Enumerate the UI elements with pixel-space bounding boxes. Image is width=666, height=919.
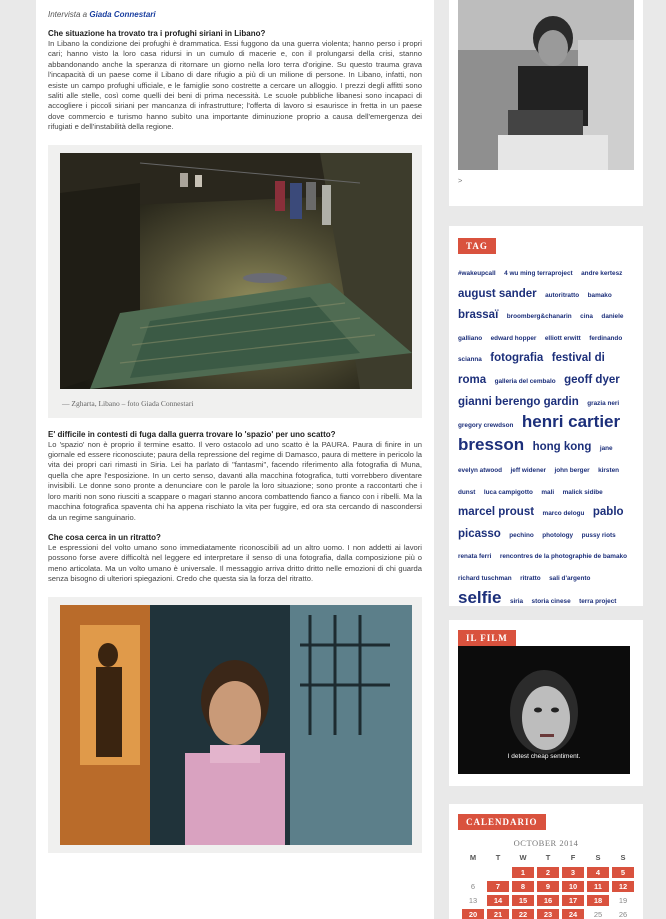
tag-link[interactable]: pussy riots — [581, 531, 616, 539]
calendar-day[interactable]: 22 — [512, 909, 534, 919]
calendar-empty-cell — [462, 867, 484, 878]
calendar-day[interactable]: 4 — [587, 867, 609, 878]
question-1: Che situazione ha trovato tra i profughi siriani in Libano? — [48, 29, 266, 38]
calendar-day[interactable]: 17 — [562, 895, 584, 906]
tag-link[interactable]: john berger — [554, 467, 590, 475]
tag-link[interactable]: henri cartier bresson — [458, 412, 621, 455]
calendar-day: 13 — [468, 896, 478, 905]
figure-2 — [48, 597, 422, 853]
tag-link[interactable]: rencontres de la photographie de bamako — [499, 553, 627, 561]
answer-2: Lo 'spazio' non è proprio il termine esatto. Il vero ostacolo ad uno scatto è la PAURA. Paura di finire in un giornale ed essere riconosciute; paura della repressione del regime di Damasco, paura di mettere in pericolo la vita dei propri cari rimasti in Siria. Lei ha parlato di "fantasmi", facendo riferimento alla fotografia di Muna, quella che apre l'esposizione. In un certo senso, davanti alla macchina fotografica, tutti vorrebbero diventare invisibili. Le donne sono pronte a denunciare con le parole la loro situazione; sono pronte a raccontarti che i loro mariti non sono riusciti a scappare o magari stanno ancora combattendo fianco a fianco con i ribelli. Ma la macchina fotografica spaventa chi ha appena rischiato la vita per fuggire, ed ora sta cercando di nascondersi da un regime sanguinario. — [48, 439, 422, 522]
photo-caption-1: — Zgharta, Libano – foto Giada Connestari — [62, 398, 194, 408]
tag-cloud-widget — [449, 226, 643, 606]
figure-1 — [48, 145, 422, 418]
interview-credit-prefix: Intervista a — [48, 10, 90, 19]
author-link[interactable]: Giada Connestari — [89, 10, 156, 19]
calendar-weekday-header: F — [570, 853, 576, 862]
calendar-weekday-header: S — [595, 853, 601, 862]
calendar-day[interactable]: 14 — [487, 895, 509, 906]
calendar-weekday-header: S — [620, 853, 626, 862]
article-column — [36, 0, 434, 919]
tag-link[interactable]: andre kertesz — [581, 270, 623, 277]
calendar-day[interactable]: 7 — [487, 881, 509, 892]
question-2: E' difficile in contesti di fuga dalla guerra trovare lo 'spazio' per uno scatto? — [48, 429, 336, 439]
calendar-grid — [449, 848, 643, 919]
film-subtitle: I detest cheap sentiment. — [507, 753, 581, 760]
calendar-day[interactable]: 15 — [512, 895, 534, 906]
calendar-month: OCTOBER 2014 — [513, 838, 579, 848]
calendar-day[interactable]: 3 — [562, 867, 584, 878]
tag-link[interactable]: grazia neri — [587, 399, 620, 407]
calendar-day[interactable]: 9 — [537, 881, 559, 892]
tag-cloud — [449, 254, 643, 631]
calendar-day[interactable]: 18 — [587, 895, 609, 906]
tag-link[interactable]: autoritratto — [545, 291, 580, 299]
calendar-weekday-header: T — [545, 853, 551, 862]
tag-link[interactable]: edward hopper — [490, 334, 537, 342]
tag-link[interactable]: mali — [541, 488, 555, 496]
calendar-day: 19 — [618, 896, 628, 905]
calendar-day: 26 — [618, 910, 628, 919]
tag-link[interactable]: ferdinando scianna — [458, 334, 623, 364]
question-3: Che cosa cerca in un ritratto? — [48, 532, 161, 542]
calendar-day: 6 — [470, 882, 476, 891]
calendar-day[interactable]: 10 — [562, 881, 584, 892]
calendar-day[interactable]: 16 — [537, 895, 559, 906]
tag-link[interactable]: broomberg&chanarin — [506, 313, 572, 321]
tag-link[interactable]: festival di roma — [458, 352, 605, 386]
tag-link[interactable]: sali d'argento — [549, 575, 591, 582]
writer-typewriter-photo[interactable] — [458, 0, 634, 170]
tag-link[interactable]: elliott erwitt — [544, 334, 581, 342]
tag-link[interactable]: cina — [580, 313, 593, 321]
tag-link[interactable]: marco delogu — [542, 510, 585, 518]
tag-link[interactable]: photology — [542, 531, 574, 539]
calendar-day[interactable]: 2 — [537, 867, 559, 878]
calendar-day[interactable]: 8 — [512, 881, 534, 892]
tag-link[interactable]: pablo picasso — [458, 506, 624, 540]
tag-link[interactable]: jeff widener — [510, 467, 547, 475]
refugee-room-photo[interactable] — [60, 153, 412, 389]
tag-link[interactable]: bamako — [587, 291, 612, 299]
interview-credit — [48, 10, 422, 19]
answer-3: Le espressioni del volto umano sono immediatamente riconoscibili ad un altro uomo. I non addetti ai lavori possono forse avere difficoltà nel leggere ed interpretare il senso di una fotografia, dalla composizione più o meno articolata. Ma un volto umano è universale. Il messaggio arriva dritto dritto nelle emozioni di chi guarda senza bisogno di ulteriori spiegazioni. Credo che questa sia la forza del ritratto. — [48, 542, 422, 584]
calendar-day[interactable]: 1 — [512, 867, 534, 878]
tag-link[interactable]: marcel proust — [458, 506, 535, 519]
tag-link[interactable]: gregory crewdson — [458, 422, 514, 430]
tag-link[interactable]: brassaï — [458, 309, 499, 322]
calendar-weekday-header: W — [519, 853, 527, 862]
film-widget — [449, 620, 643, 786]
calendar-day[interactable]: 11 — [587, 881, 609, 892]
calendar-weekday-header: M — [469, 853, 477, 862]
more-arrow[interactable]: > — [458, 176, 463, 185]
calendar-day: 25 — [593, 910, 603, 919]
tag-link[interactable]: pechino — [509, 531, 534, 539]
tag-link[interactable]: galleria del cembalo — [494, 377, 556, 385]
film-widget-title: IL FILM — [458, 630, 516, 646]
calendar-widget-title: CALENDARIO — [458, 814, 546, 830]
tag-link[interactable]: terra project — [579, 597, 617, 605]
girl-portrait-photo[interactable] — [60, 605, 412, 845]
tag-link[interactable]: jane evelyn atwood — [458, 445, 613, 475]
calendar-day[interactable]: 24 — [562, 909, 584, 919]
tag-link[interactable]: kirsten dunst — [458, 467, 620, 496]
tag-link[interactable]: august sander — [458, 287, 537, 300]
tag-link[interactable]: richard tuschman — [458, 575, 512, 582]
tag-link[interactable]: malick sidibe — [562, 488, 603, 496]
featured-image-widget — [449, 0, 643, 206]
tag-link[interactable]: 4 wu ming terraproject — [504, 270, 573, 277]
calendar-day[interactable]: 21 — [487, 909, 509, 919]
tag-link[interactable]: #wakeupcall — [458, 270, 496, 277]
calendar-day[interactable]: 12 — [612, 881, 634, 892]
tag-link[interactable]: fotografia — [490, 352, 544, 365]
tag-link[interactable]: geoff dyer — [564, 373, 620, 386]
tag-link[interactable]: daniele galliano — [458, 313, 624, 342]
tag-link[interactable]: siria — [509, 597, 524, 605]
tag-link[interactable]: renata ferri — [458, 553, 492, 561]
tag-link[interactable]: selfie — [458, 587, 502, 607]
tag-link[interactable]: gianni berengo gardin — [458, 395, 579, 408]
tag-link[interactable]: luca campigotto — [483, 488, 533, 496]
tag-link[interactable]: storia cinese — [531, 597, 571, 605]
film-still[interactable] — [458, 646, 630, 774]
calendar-widget — [449, 804, 643, 919]
answer-1: In Libano la condizione dei profughi è drammatica. Essi fuggono da una guerra violenta; hanno perso i propri cari; hanno visto la loro casa ridursi in un cumulo di macerie e, con il prolungarsi della crisi, stanno abbandonando anche la speranza di ritornare un giorno nella loro terra d'origine. Su questo trauma grava l'incapacità di un paese come il Libano di dare rifugio a più di un milione di persone. In Libano, infatti, non esiste un campo profughi ufficiale, e le famiglie sono costrette a cercare un alloggio. I prezzi degli affitti sono saliti alle stelle, così come quelli dei beni di prima necessità. Le scuole pubbliche libanesi sono incapaci di accogliere i piccoli siriani per mancanza di infrastrutture; l'offerta di lavoro si esaurisce in fretta in un paese dove commercio e turismo hanno subìto una importante diminuzione proprio a causa dell'emergenza dei rifugiati e dell'instabilità della regione. — [48, 39, 422, 132]
tag-widget-title: TAG — [458, 238, 496, 254]
calendar-day[interactable]: 23 — [537, 909, 559, 919]
tag-link[interactable]: ritratto — [520, 575, 541, 582]
tag-link[interactable]: hong kong — [532, 441, 592, 454]
calendar-day[interactable]: 20 — [462, 909, 484, 919]
calendar-empty-cell — [487, 867, 509, 878]
calendar-day[interactable]: 5 — [612, 867, 634, 878]
calendar-weekday-header: T — [495, 853, 501, 862]
